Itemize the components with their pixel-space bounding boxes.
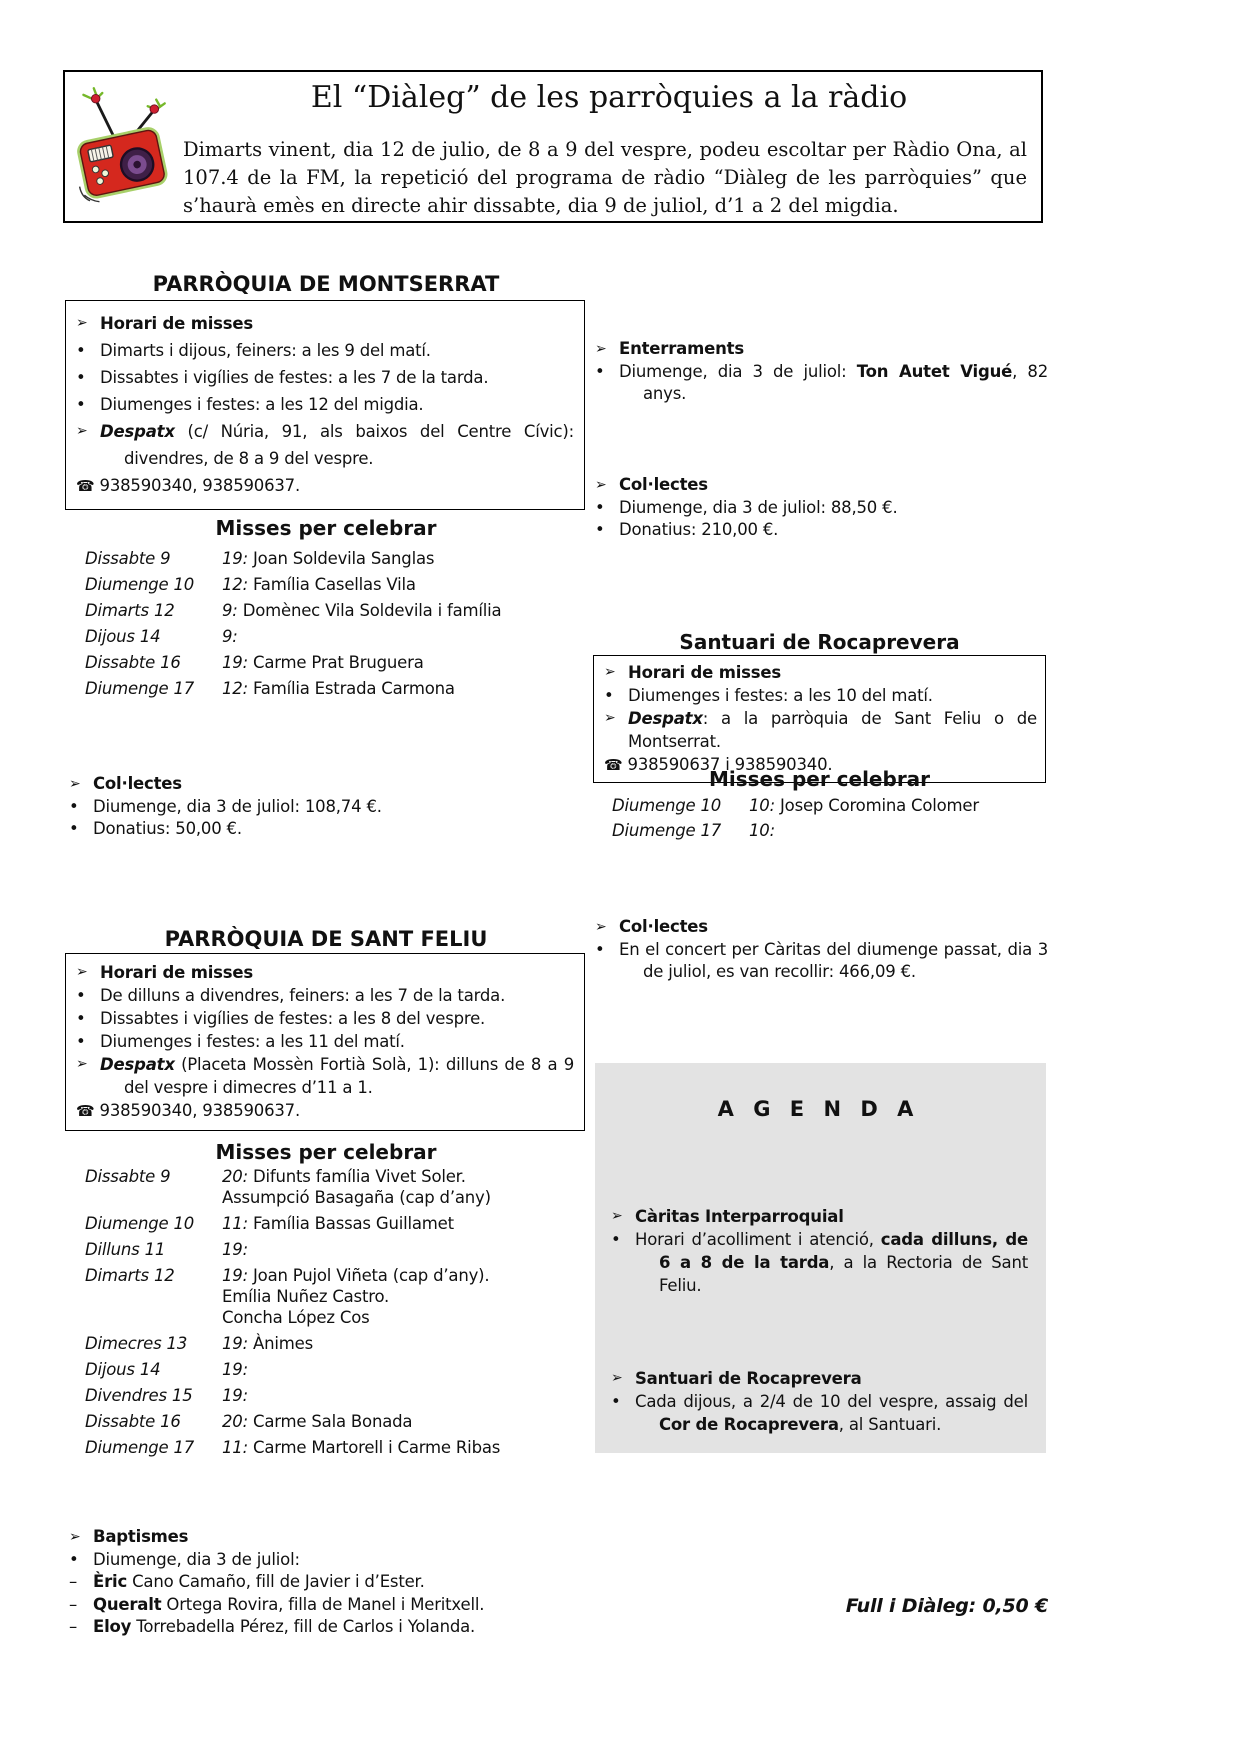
dot-bullet-icon: • — [69, 819, 79, 838]
arrow-bullet-icon: ➢ — [611, 1208, 623, 1224]
dot-bullet-icon: • — [595, 939, 605, 959]
mass-row: Dissabte 9 19: Joan Soldevila Sanglas — [85, 549, 435, 568]
mass-row: Dissabte 9 20: Difunts família Vivet Soler. Assumpció Basagaña (cap d’any) — [85, 1167, 491, 1207]
baptism-entry: – Èric Cano Camaño, fill de Javier i d’Ester. — [67, 1571, 587, 1594]
santfeliu-schedule-box — [65, 953, 585, 1131]
mass-row: Diumenge 10 11: Família Bassas Guillamet — [85, 1214, 454, 1233]
schedule-heading: ➢ Horari de misses — [76, 963, 254, 982]
agenda-title: A G E N D A — [717, 1097, 920, 1121]
baptismes-intro: • Diumenge, dia 3 de juliol: — [67, 1549, 587, 1572]
dot-bullet-icon: • — [611, 1230, 621, 1249]
montserrat-title: PARRÒQUIA DE MONTSERRAT — [152, 272, 500, 296]
price-note: Full i Diàleg: 0,50 € — [845, 1595, 1048, 1617]
enterraments-item: • Diumenge, dia 3 de juliol: Ton Autet Vigué, 82 anys. — [595, 361, 1048, 403]
dot-bullet-icon: • — [76, 986, 86, 1005]
caritas-collectes-section — [593, 916, 1048, 984]
mass-row: Dimarts 12 19: Joan Pujol Viñeta (cap d’any). Emília Nuñez Castro. Concha López Cos — [85, 1266, 490, 1327]
montserrat-right-collectes-section — [593, 474, 1048, 542]
despatx-item: ➢ Despatx (c/ Núria, 91, als baixos del Centre Cívic): divendres, de 8 a 9 del vespre. — [74, 418, 574, 472]
rocaprevera-title: Santuari de Rocaprevera — [679, 630, 960, 654]
newsletter-intro: Dimarts vinent, dia 12 de julio, de 8 a 9 del vespre, podeu escoltar per Ràdio Ona, al 107.4 de la FM, la repetició del programa de ràdio “Diàleg de les parròquies” que s’haurà emès en directe ahir dissabte, dia 9 de juliol, d’1 a 2 del migdia. — [183, 138, 1027, 217]
dot-bullet-icon: • — [76, 1009, 86, 1028]
baptismes-heading: ➢ Baptismes — [67, 1526, 587, 1549]
dot-bullet-icon: • — [76, 341, 86, 360]
dot-bullet-icon: • — [69, 1549, 79, 1569]
enterraments-section — [593, 338, 1048, 406]
schedule-item: • Diumenges i festes: a les 12 del migdia. — [74, 391, 574, 418]
arrow-bullet-icon: ➢ — [595, 341, 607, 357]
collectes-heading: ➢ Col·lectes — [593, 474, 1048, 497]
phone-line: ☎ 938590340, 938590637. — [76, 476, 301, 495]
montserrat-masses-title: Misses per celebrar — [215, 516, 437, 540]
agenda-item: • Cada dijous, a 2/4 de 10 del vespre, assaig del Cor de Rocaprevera, al Santuari. — [611, 1392, 1028, 1434]
dash-bullet-icon: – — [69, 1594, 78, 1614]
mass-row: Dilluns 11 19: — [85, 1240, 248, 1259]
montserrat-schedule-box — [65, 300, 585, 510]
dot-bullet-icon: • — [76, 1032, 86, 1051]
santfeliu-masses-title: Misses per celebrar — [215, 1140, 437, 1164]
arrow-bullet-icon: ➢ — [69, 1529, 81, 1545]
mass-row: Diumenge 17 10: — [612, 821, 775, 840]
despatx-item: ➢ Despatx (Placeta Mossèn Fortià Solà, 1): dilluns de 8 a 9 del vespre i dimecres d’11 a 1. — [76, 1055, 574, 1097]
radio-header-box — [63, 70, 1043, 223]
mass-row: Diumenge 17 11: Carme Martorell i Carme Ribas — [85, 1438, 501, 1457]
dot-bullet-icon: • — [595, 520, 605, 539]
arrow-bullet-icon: ➢ — [76, 1056, 88, 1072]
dot-bullet-icon: • — [69, 796, 79, 816]
collectes-item: • Donatius: 50,00 €. — [67, 818, 587, 841]
phone-icon: ☎ — [604, 756, 623, 774]
mass-row: Dimecres 13 19: Ànimes — [85, 1334, 313, 1353]
dot-bullet-icon: • — [595, 497, 605, 517]
arrow-bullet-icon: ➢ — [76, 315, 88, 331]
mass-row: Dimarts 12 9: Domènec Vila Soldevila i família — [85, 601, 502, 620]
schedule-heading: ➢ Horari de misses — [604, 663, 782, 682]
mass-row: Divendres 15 19: — [85, 1386, 248, 1405]
agenda-heading: ➢ Santuari de Rocaprevera — [611, 1369, 862, 1388]
arrow-bullet-icon: ➢ — [69, 776, 81, 792]
schedule-item: • Diumenges i festes: a les 10 del matí. — [604, 686, 933, 705]
arrow-bullet-icon: ➢ — [595, 477, 607, 493]
montserrat-masses-table — [85, 546, 587, 702]
dash-bullet-icon: – — [69, 1617, 78, 1636]
enterraments-heading: ➢ Enterraments — [593, 338, 1048, 361]
mass-row: Dijous 14 19: — [85, 1360, 248, 1379]
agenda-box — [595, 1063, 1046, 1453]
mass-row: Dijous 14 9: — [85, 627, 238, 646]
mass-row: Dissabte 16 20: Carme Sala Bonada — [85, 1412, 413, 1431]
agenda-item: • Horari d’acolliment i atenció, cada dilluns, de 6 a 8 de la tarda, a la Rectoria de Sant Feliu. — [611, 1230, 1029, 1295]
collectes-item: • Diumenge, dia 3 de juliol: 88,50 €. — [593, 497, 1048, 520]
schedule-item: • Diumenges i festes: a les 11 del matí. — [76, 1032, 405, 1051]
arrow-bullet-icon: ➢ — [76, 423, 88, 439]
rocaprevera-masses-title: Misses per celebrar — [708, 767, 931, 791]
agenda-section-caritas — [609, 1205, 1028, 1297]
phone-line: ☎ 938590340, 938590637. — [76, 1101, 301, 1120]
arrow-bullet-icon: ➢ — [76, 964, 88, 980]
rocaprevera-schedule-box — [593, 655, 1046, 783]
rocaprevera-masses-table — [612, 793, 1042, 843]
schedule-item: • De dilluns a divendres, feiners: a les 7 de la tarda. — [76, 986, 506, 1005]
collectes-item: • Donatius: 210,00 €. — [593, 519, 1048, 542]
baptismes-section — [67, 1526, 587, 1639]
schedule-item: • Dissabtes i vigílies de festes: a les 8 del vespre. — [76, 1009, 486, 1028]
phone-icon: ☎ — [76, 1102, 95, 1120]
phone-line: ☎ 938590637 i 938590340. — [604, 755, 833, 774]
agenda-section-rocaprevera — [609, 1367, 1028, 1436]
dot-bullet-icon: • — [604, 686, 614, 705]
arrow-bullet-icon: ➢ — [611, 1370, 623, 1386]
arrow-bullet-icon: ➢ — [595, 919, 607, 935]
arrow-bullet-icon: ➢ — [604, 710, 616, 726]
collectes-item: • Diumenge, dia 3 de juliol: 108,74 €. — [67, 796, 587, 819]
dot-bullet-icon: • — [595, 361, 605, 381]
arrow-bullet-icon: ➢ — [604, 664, 616, 680]
despatx-item: ➢ Despatx: a la parròquia de Sant Feliu o de Montserrat. — [604, 709, 1037, 751]
dot-bullet-icon: • — [76, 395, 86, 414]
santfeliu-masses-table — [85, 1166, 587, 1463]
radio-icon — [73, 82, 177, 212]
collectes-heading: ➢ Col·lectes — [593, 916, 1048, 939]
mass-row: Dissabte 16 19: Carme Prat Bruguera — [85, 653, 424, 672]
collectes-heading: ➢ Col·lectes — [67, 773, 587, 796]
schedule-heading: ➢ Horari de misses — [74, 310, 574, 337]
schedule-item: • Dimarts i dijous, feiners: a les 9 del matí. — [74, 337, 574, 364]
baptism-entry: – Eloy Torrebadella Pérez, fill de Carlos i Yolanda. — [67, 1616, 587, 1639]
mass-row: Diumenge 10 12: Família Casellas Vila — [85, 575, 416, 594]
phone-icon: ☎ — [76, 477, 95, 495]
dot-bullet-icon: • — [76, 368, 86, 387]
mass-row: Diumenge 10 10: Josep Coromina Colomer — [612, 796, 979, 815]
agenda-heading: ➢ Càritas Interparroquial — [611, 1207, 844, 1226]
montserrat-collectes-section — [67, 773, 587, 841]
dash-bullet-icon: – — [69, 1572, 78, 1591]
schedule-item: • Dissabtes i vigílies de festes: a les 7 de la tarda. — [74, 364, 574, 391]
baptism-entry: – Queralt Ortega Rovira, filla de Manel i Meritxell. — [67, 1594, 587, 1617]
newsletter-title: El “Diàleg” de les parròquies a la ràdio — [310, 80, 908, 115]
mass-row: Diumenge 17 12: Família Estrada Carmona — [85, 679, 455, 698]
santfeliu-title: PARRÒQUIA DE SANT FELIU — [164, 927, 488, 951]
collectes-item: • En el concert per Càritas del diumenge passat, dia 3 de juliol, es van recollir: 466,09 €. — [595, 939, 1048, 981]
dot-bullet-icon: • — [611, 1392, 621, 1411]
